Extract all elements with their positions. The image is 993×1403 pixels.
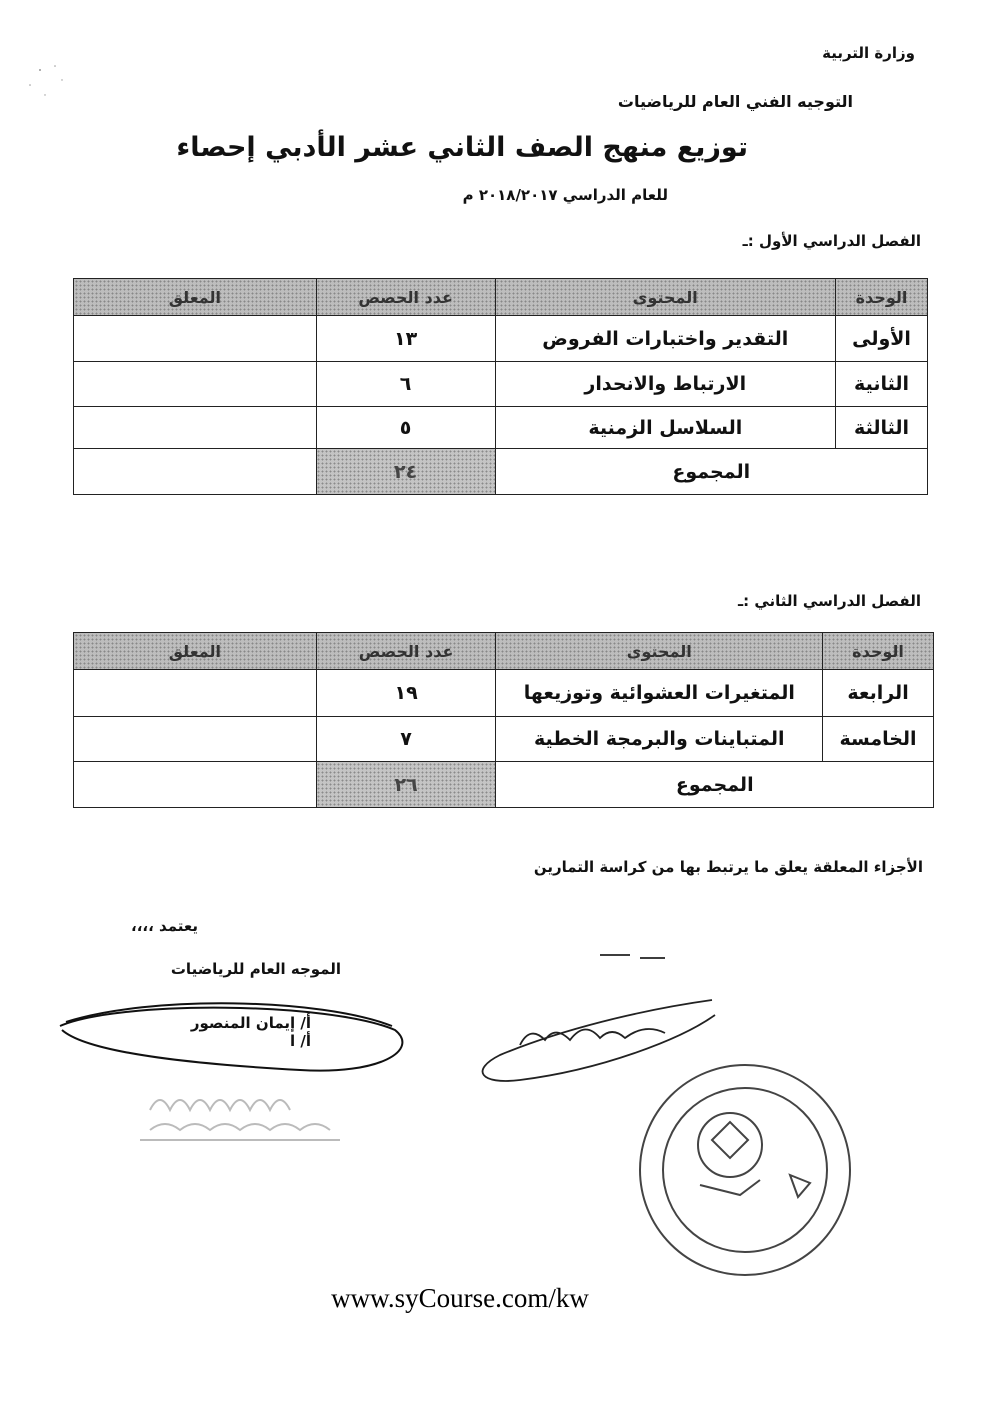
name-ellipse-signature bbox=[60, 1003, 402, 1070]
supervisor-name-line2: أ/ ا bbox=[290, 1032, 311, 1050]
content-cell: المتباينات والبرمجة الخطية bbox=[496, 717, 823, 762]
suspended-note: الأجزاء المعلقة يعلق ما يرتبط بها من كراسة التمارين bbox=[533, 858, 923, 876]
supervisor-title: الموجه العام للرياضيات bbox=[170, 960, 341, 978]
unit-cell: الثانية bbox=[836, 362, 928, 407]
semester1-heading: الفصل الدراسي الأول :ـ bbox=[742, 232, 921, 250]
periods-cell: ٦ bbox=[316, 362, 495, 407]
scan-speckle bbox=[29, 65, 63, 96]
col-periods-header: عدد الحصص bbox=[316, 633, 496, 670]
col-unit-header: الوحدة bbox=[836, 279, 928, 316]
content-cell: التقدير واختبارات الفروض bbox=[495, 316, 836, 362]
periods-cell: ١٣ bbox=[316, 316, 495, 362]
col-content-header: المحتوى bbox=[495, 279, 836, 316]
supervisor-name-line1: أ/ إيمان المنصور bbox=[190, 1014, 311, 1032]
total-label: المجموع bbox=[495, 449, 928, 495]
academic-year: للعام الدراسي ٢٠١٨/٢٠١٧ م bbox=[462, 186, 668, 204]
semester2-heading: الفصل الدراسي الثاني :ـ bbox=[737, 592, 921, 610]
content-cell: المتغيرات العشوائية وتوزيعها bbox=[496, 670, 823, 717]
footer-url: www.syCourse.com/kw bbox=[331, 1283, 589, 1313]
faded-stamp-left bbox=[140, 1100, 340, 1140]
content-cell: السلاسل الزمنية bbox=[495, 407, 836, 449]
col-periods-header: عدد الحصص bbox=[316, 279, 495, 316]
ministry-stamp-icon bbox=[640, 1065, 850, 1275]
ministry-name: وزارة التربية bbox=[822, 44, 915, 62]
col-content-header: المحتوى bbox=[496, 633, 823, 670]
unit-cell: الرابعة bbox=[823, 670, 934, 717]
col-unit-header: الوحدة bbox=[823, 633, 934, 670]
total-label: المجموع bbox=[496, 762, 934, 808]
col-suspended-header: المعلق bbox=[74, 633, 317, 670]
handwritten-signature-right bbox=[483, 955, 715, 1081]
periods-cell: ١٩ bbox=[316, 670, 496, 717]
department-name: التوجيه الفني العام للرياضيات bbox=[617, 92, 853, 111]
approval-label: يعتمد ،،،، bbox=[131, 917, 198, 935]
total-value: ٢٦ bbox=[316, 762, 496, 808]
col-suspended-header: المعلق bbox=[74, 279, 317, 316]
unit-cell: الخامسة bbox=[823, 717, 934, 762]
total-value: ٢٤ bbox=[316, 449, 495, 495]
unit-cell: الأولى bbox=[836, 316, 928, 362]
unit-cell: الثالثة bbox=[836, 407, 928, 449]
periods-cell: ٧ bbox=[316, 717, 496, 762]
content-cell: الارتباط والانحدار bbox=[495, 362, 836, 407]
periods-cell: ٥ bbox=[316, 407, 495, 449]
page-title: توزيع منهج الصف الثاني عشر الأدبي إحصاء bbox=[176, 132, 748, 163]
